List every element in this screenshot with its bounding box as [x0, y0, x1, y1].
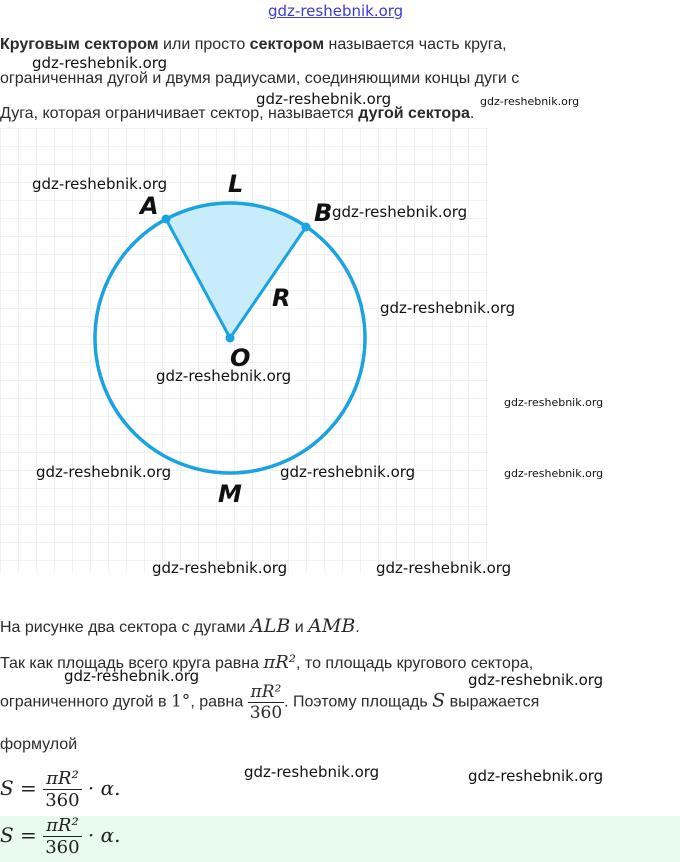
label-O: O	[230, 344, 251, 372]
sector-area-formula	[0, 768, 120, 811]
watermark: gdz-reshebnik.org	[36, 463, 172, 481]
label-R: R	[272, 284, 291, 312]
watermark: gdz-reshebnik.org	[468, 671, 604, 689]
point-O	[226, 334, 235, 343]
sector-area-formula-highlighted	[0, 815, 120, 858]
formula-denominator: 360	[45, 790, 80, 811]
term-sector: сектором	[249, 36, 325, 53]
sentence-text: На рисунке два сектора с дугами	[0, 619, 251, 636]
watermark: gdz-reshebnik.org	[376, 559, 512, 577]
one-degree: 1°	[170, 691, 191, 712]
watermark: gdz-reshebnik.org	[332, 203, 468, 221]
sector-figure	[0, 128, 490, 578]
watermark: gdz-reshebnik.org	[480, 95, 580, 108]
point-B	[302, 223, 311, 232]
watermark: gdz-reshebnik.org	[64, 667, 200, 685]
term-circular-sector: Круговым сектором	[0, 36, 159, 53]
label-A: A	[140, 192, 159, 220]
formula-fraction	[43, 815, 81, 858]
watermark: gdz-reshebnik.org	[380, 299, 516, 317]
formula-fraction	[43, 768, 81, 811]
watermark: gdz-reshebnik.org	[468, 767, 604, 785]
sentence-text: и	[290, 619, 309, 636]
var-S: S	[432, 689, 446, 712]
top-watermark-link[interactable]: gdz-reshebnik.org	[268, 2, 404, 20]
intro-line-1	[0, 36, 507, 54]
intro-line-2: ограниченная дугой и двумя радиусами, соединяющими концы дуги с	[0, 70, 520, 87]
formula-denominator: 360	[45, 837, 80, 858]
watermark: gdz-reshebnik.org	[504, 396, 604, 409]
sentence-text: , то площадь кругового сектора,	[296, 655, 534, 672]
pi-r-squared: πR²	[263, 652, 297, 673]
arcs-sentence	[0, 615, 360, 637]
label-M: M	[218, 480, 242, 508]
watermark: gdz-reshebnik.org	[32, 175, 168, 193]
sentence-text: выражается	[445, 693, 540, 711]
arc-ALB: ALB	[250, 615, 291, 637]
sentence-text: ограниченного дугой в	[0, 693, 171, 711]
watermark: gdz-reshebnik.org	[156, 367, 292, 385]
formula-rhs: · α.	[87, 823, 121, 847]
intro-line-3	[0, 105, 474, 123]
arc-AMB: AMB	[308, 615, 356, 637]
fraction-per-degree	[248, 682, 284, 723]
intro-text: называется часть круга,	[324, 36, 507, 53]
watermark: gdz-reshebnik.org	[152, 559, 288, 577]
fraction-numerator: πR²	[248, 682, 284, 703]
point-A	[162, 215, 171, 224]
formula-lhs: S =	[0, 776, 37, 800]
formula-numerator: πR²	[43, 768, 81, 790]
intro-text: Дуга, которая ограничивает сектор, называется	[0, 105, 359, 122]
label-B: B	[314, 199, 333, 227]
intro-text: .	[469, 105, 475, 122]
formula-rhs: · α.	[87, 776, 121, 800]
sentence-text: . Поэтому площадь	[284, 693, 433, 711]
watermark: gdz-reshebnik.org	[256, 90, 392, 108]
watermark: gdz-reshebnik.org	[32, 54, 168, 72]
intro-text: или просто	[158, 36, 250, 53]
sentence-text: Так как площадь всего круга равна	[0, 655, 264, 672]
sentence-text: .	[355, 619, 360, 636]
area-line-3: формулой	[0, 736, 78, 753]
formula-numerator: πR²	[43, 815, 81, 837]
term-sector-arc: дугой сектора	[358, 105, 470, 122]
formula-lhs: S =	[0, 823, 37, 847]
watermark: gdz-reshebnik.org	[280, 463, 416, 481]
label-L: L	[228, 170, 244, 198]
watermark: gdz-reshebnik.org	[504, 467, 604, 480]
sentence-text: , равна	[190, 693, 248, 711]
fraction-denominator: 360	[249, 703, 283, 723]
watermark: gdz-reshebnik.org	[244, 763, 380, 781]
area-line-2	[0, 682, 539, 723]
